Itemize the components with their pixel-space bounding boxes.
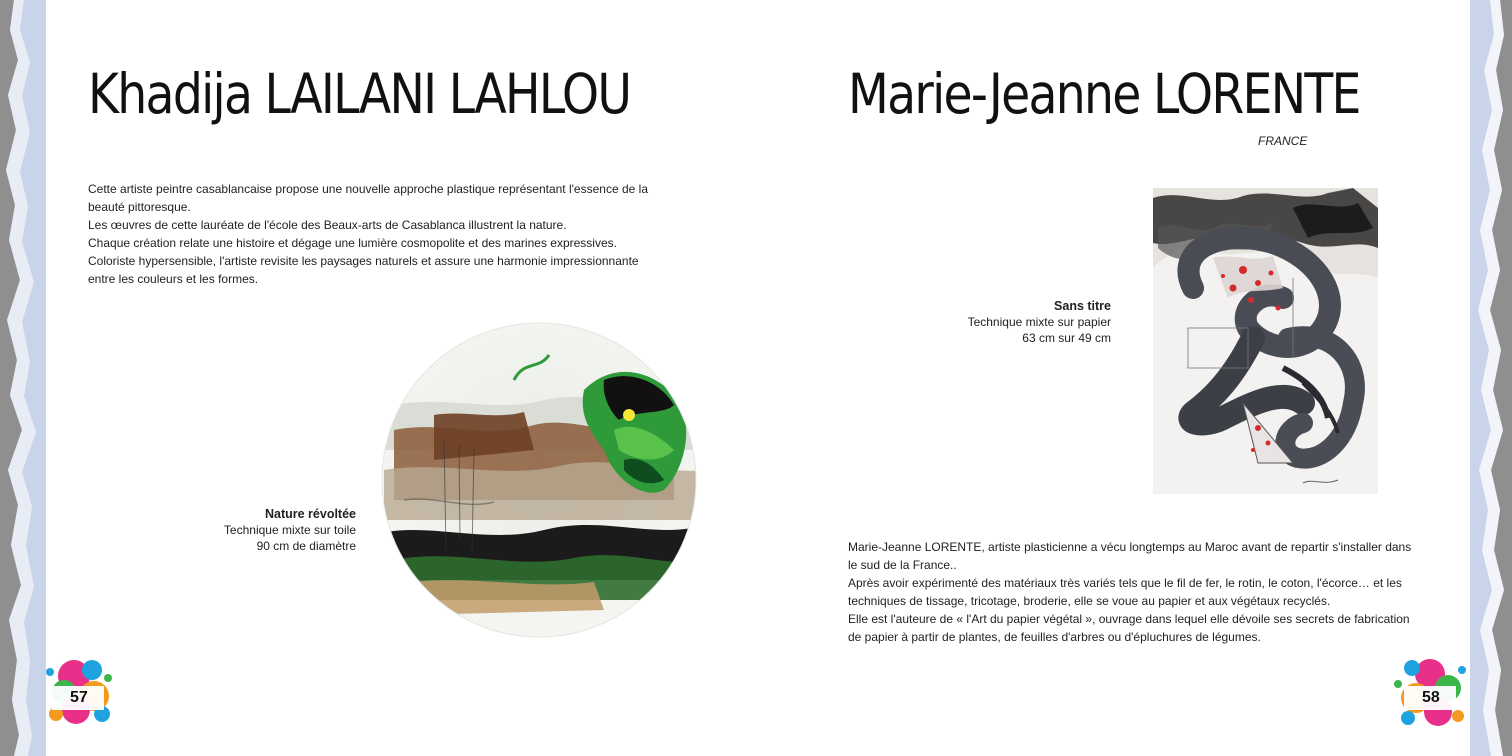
artist-country: FRANCE	[1258, 134, 1308, 148]
artwork-size: 90 cm de diamètre	[256, 539, 356, 553]
artwork-caption	[156, 506, 356, 554]
artwork-technique: Technique mixte sur toile	[223, 523, 356, 537]
artwork-title: Nature révoltée	[264, 507, 356, 521]
description-line: Chaque création relate une histoire et dégage une lumière cosmopolite et des marines expressives.	[88, 236, 617, 250]
right-page	[756, 0, 1470, 756]
artwork-title: Sans titre	[1054, 299, 1111, 313]
description-line: Marie-Jeanne LORENTE, artiste plasticienne a vécu longtemps au Maroc avant de repartir s'installer dans	[848, 540, 1412, 554]
artist-name-title: Marie-Jeanne LORENTE	[848, 62, 1360, 126]
description-line: techniques de tissage, tricotage, broderie, elle se voue au papier et aux végétaux recyclés.	[848, 594, 1331, 608]
description-line: beauté pittoresque.	[88, 200, 191, 214]
description-line: le sud de la France..	[848, 558, 957, 572]
artwork-caption	[911, 298, 1111, 346]
artist-name-title: Khadija LAILANI LAHLOU	[88, 62, 631, 126]
artist-description	[88, 180, 708, 288]
description-line: entre les couleurs et les formes.	[88, 272, 259, 286]
artist-description	[848, 538, 1468, 646]
artwork-abstract-painting	[1153, 188, 1378, 494]
description-line: Les œuvres de cette lauréate de l'école des Beaux-arts de Casablanca illustrent la nature.	[88, 218, 567, 232]
artwork-technique: Technique mixte sur papier	[967, 315, 1111, 329]
description-line: Cette artiste peintre casablancaise propose une nouvelle approche plastique représentant l'essence de la	[88, 182, 648, 196]
artwork-round-painting	[374, 320, 704, 640]
description-line: de papier à partir de plantes, de feuilles d'arbres ou d'épluchures de légumes.	[848, 630, 1261, 644]
torn-paper-edge-right	[1470, 0, 1512, 756]
description-line: Coloriste hypersensible, l'artiste revisite les paysages naturels et assure une harmonie impressionnante	[88, 254, 639, 268]
page-number: 57	[70, 689, 88, 706]
torn-paper-edge-left	[0, 0, 46, 756]
description-line: Après avoir expérimenté des matériaux très variés tels que le fil de fer, le rotin, le coton, l'écorce… et les	[848, 576, 1402, 590]
artwork-size: 63 cm sur 49 cm	[1022, 331, 1111, 345]
description-line: Elle est l'auteure de « l'Art du papier végétal », ouvrage dans lequel elle dévoile ses secrets de fabrication	[848, 612, 1410, 626]
left-page	[46, 0, 756, 756]
page-number: 58	[1422, 689, 1440, 706]
